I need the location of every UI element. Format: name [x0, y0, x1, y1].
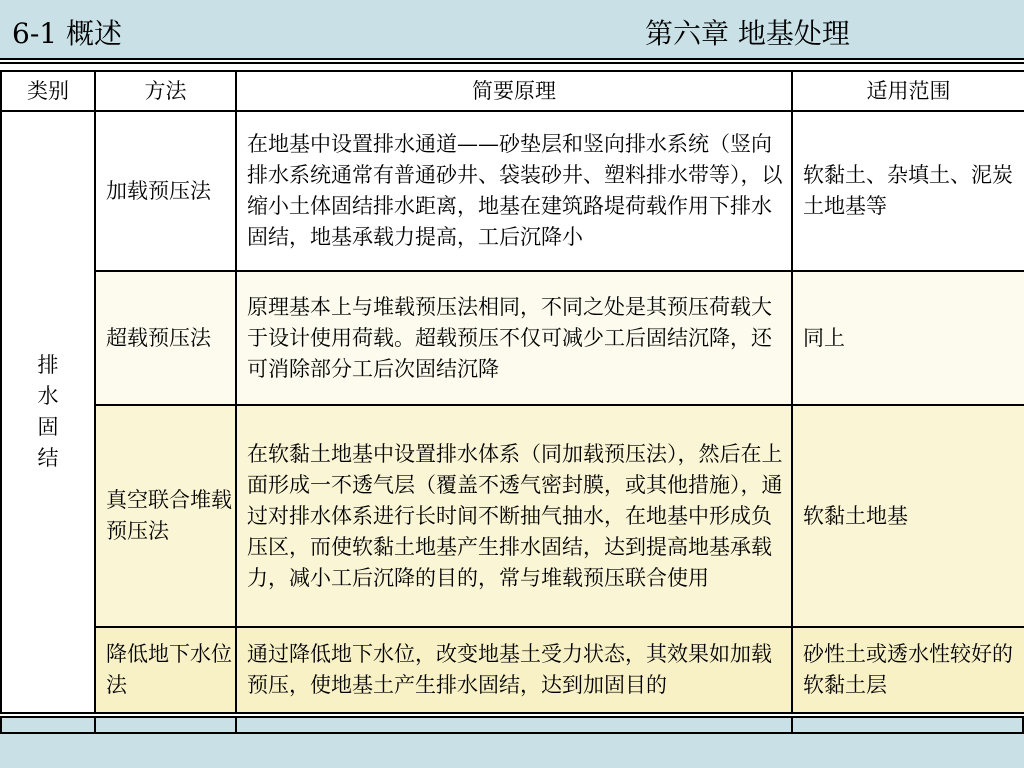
table-row — [1, 111, 1024, 271]
scope-cell: 砂性土或透水性较好的软黏土层 — [792, 627, 1024, 713]
method-cell: 加载预压法 — [95, 111, 236, 271]
principle-cell: 原理基本上与堆载预压法相同，不同之处是其预压荷载大于设计使用荷载。超载预压不仅可减少工后固结沉降，还可消除部分工后次固结沉降 — [236, 271, 792, 405]
table-row — [1, 627, 1024, 713]
principle-cell: 在软黏土地基中设置排水体系（同加载预压法），然后在上面形成一不透气层（覆盖不透气密封膜，或其他措施），通过对排水体系进行长时间不断抽气抽水，在地基中形成负压区，而使软黏土地基产生排水固结，达到提高地基承载力，减小工后沉降的目的，常与堆载预压联合使用 — [236, 405, 792, 627]
chapter-title: 第六章 地基处理 — [645, 17, 850, 50]
header-divider — [0, 62, 1024, 64]
col-header-scope: 适用范围 — [792, 71, 1024, 111]
slide-footer — [0, 716, 1024, 768]
col-header-principle: 简要原理 — [236, 71, 792, 111]
footer-col-line — [0, 716, 2, 734]
table-row — [1, 405, 1024, 627]
footer-col-line — [235, 716, 237, 734]
scope-cell: 同上 — [792, 271, 1024, 405]
footer-divider — [0, 732, 1024, 734]
table-header-row — [1, 71, 1024, 111]
category-cell — [1, 111, 95, 713]
table-row — [1, 271, 1024, 405]
principle-cell: 在地基中设置排水通道——砂垫层和竖向排水系统（竖向排水系统通常有普通砂井、袋装砂井、塑料排水带等），以缩小土体固结排水距离，地基在建筑路堤荷载作用下排水固结，地基承载力提高，工后沉降小 — [236, 111, 792, 271]
methods-table — [0, 70, 1024, 714]
method-cell: 降低地下水位法 — [95, 627, 236, 713]
footer-col-line — [94, 716, 96, 734]
principle-cell: 通过降低地下水位，改变地基土受力状态，其效果如加载预压，使地基土产生排水固结，达到加固目的 — [236, 627, 792, 713]
scope-cell: 软黏土、杂填土、泥炭土地基等 — [792, 111, 1024, 271]
method-cell: 真空联合堆载预压法 — [95, 405, 236, 627]
category-label: 排水固结 — [37, 353, 59, 470]
col-header-method: 方法 — [95, 71, 236, 111]
col-header-category: 类别 — [1, 71, 95, 111]
section-title: 6-1 概述 — [12, 17, 122, 50]
scope-cell: 软黏土地基 — [792, 405, 1024, 627]
footer-col-line — [791, 716, 793, 734]
slide-header — [0, 0, 1024, 60]
method-cell: 超载预压法 — [95, 271, 236, 405]
